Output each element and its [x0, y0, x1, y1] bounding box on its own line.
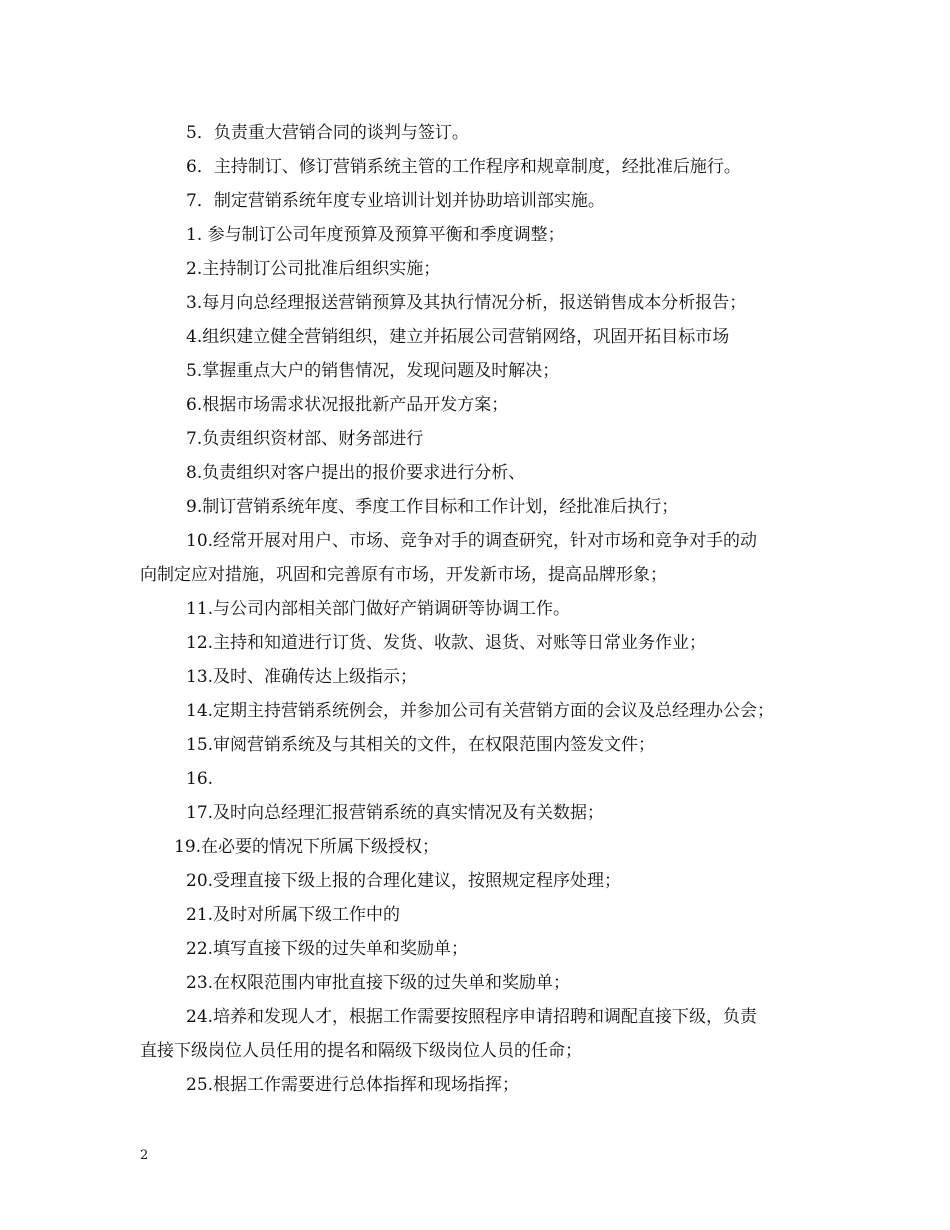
- paragraph-line: 6.根据市场需求状况报批新产品开发方案；: [186, 395, 509, 415]
- page-number: 2: [140, 1148, 149, 1163]
- paragraph-line: 12.主持和知道进行订货、发货、收款、退货、对账等日常业务作业；: [186, 633, 707, 653]
- paragraph-line: 15.审阅营销系统及与其相关的文件，在权限范围内签发文件；: [186, 735, 656, 755]
- paragraph-line: 7.负责组织资材部、财务部进行: [186, 429, 424, 449]
- paragraph-line: 8.负责组织对客户提出的报价要求进行分析、: [186, 463, 526, 483]
- paragraph-line: 2.主持制订公司批准后组织实施；: [186, 259, 441, 279]
- paragraph-line: 13.及时、准确传达上级指示；: [186, 667, 418, 687]
- paragraph-line: 23.在权限范围内审批直接下级的过失单和奖励单；: [186, 973, 571, 993]
- paragraph-line: 9.制订营销系统年度、季度工作目标和工作计划，经批准后执行；: [186, 497, 679, 517]
- paragraph-line: 14.定期主持营销系统例会，并参加公司有关营销方面的会议及总经理办公会；: [186, 701, 775, 721]
- paragraph-line: 10.经常开展对用户、市场、竞争对手的调查研究，针对市场和竞争对手的动: [186, 531, 758, 551]
- paragraph-line: 25.根据工作需要进行总体指挥和现场指挥；: [186, 1075, 520, 1095]
- paragraph-line: 11.与公司内部相关部门做好产销调研等协调工作。: [186, 599, 571, 619]
- paragraph-line: 21.及时对所属下级工作中的: [186, 905, 401, 925]
- paragraph-line: 20.受理直接下级上报的合理化建议，按照规定程序处理；: [186, 871, 622, 891]
- paragraph-line: 5.掌握重点大户的销售情况，发现问题及时解决；: [186, 361, 560, 381]
- paragraph-line: 4.组织建立健全营销组织，建立并拓展公司营销网络，巩固开拓目标市场: [186, 327, 730, 347]
- paragraph-line: 19.在必要的情况下所属下级授权；: [174, 837, 440, 857]
- paragraph-line-continuation: 向制定应对措施，巩固和完善原有市场，开发新市场，提高品牌形象；: [140, 565, 667, 585]
- paragraph-line: 5．负责重大营销合同的谈判与签订。: [186, 123, 469, 143]
- document-body: [140, 116, 830, 1102]
- paragraph-line: 3.每月向总经理报送营销预算及其执行情况分析，报送销售成本分析报告；: [186, 293, 747, 313]
- paragraph-line: 7．制定营销系统年度专业培训计划并协助培训部实施。: [186, 191, 605, 211]
- paragraph-line: 24.培养和发现人才，根据工作需要按照程序申请招聘和调配直接下级，负责: [186, 1007, 758, 1027]
- paragraph-line: 6．主持制订、修订营销系统主管的工作程序和规章制度，经批准后施行。: [186, 157, 741, 177]
- paragraph-line: 1. 参与制订公司年度预算及预算平衡和季度调整；: [186, 225, 565, 245]
- paragraph-line: 16.: [186, 769, 214, 789]
- paragraph-line-continuation: 直接下级岗位人员任用的提名和隔级下级岗位人员的任命；: [140, 1041, 582, 1061]
- paragraph-line: 22.填写直接下级的过失单和奖励单；: [186, 939, 469, 959]
- paragraph-line: 17.及时向总经理汇报营销系统的真实情况及有关数据；: [186, 803, 605, 823]
